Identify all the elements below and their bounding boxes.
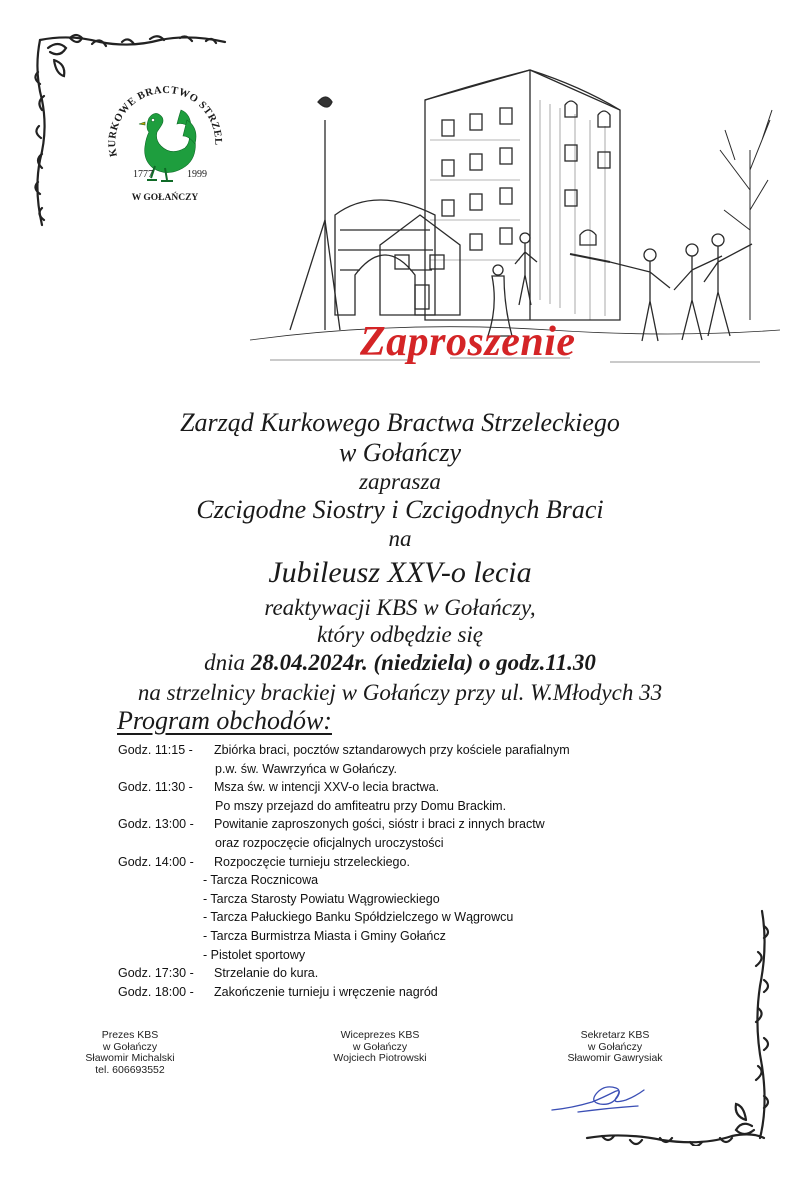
- invitation-line-na: na: [388, 526, 412, 551]
- schedule-sub-item: - Tarcza Starosty Powiatu Wągrowieckiego: [203, 891, 440, 906]
- schedule-time: Godz. 11:15 -: [118, 743, 193, 757]
- program-title: Program obchodów:: [117, 706, 332, 735]
- corner-ornament-bottom-right: [582, 906, 772, 1146]
- invitation-line-jubilee: Jubileusz XXV-o lecia: [268, 556, 532, 589]
- signature-block-vice-president: [305, 1030, 455, 1065]
- date-value: 28.04.2024r. (niedziela) o godz.11.30: [250, 650, 596, 675]
- invitation-line-place: na strzelnicy brackiej w Gołańczy przy ul. W.Młodych 33: [137, 680, 663, 705]
- schedule-time: Godz. 11:30 -: [118, 780, 193, 795]
- signature-place: w Gołańczy: [352, 1040, 408, 1053]
- signature-role: Sekretarz KBS: [580, 1029, 650, 1041]
- invitation-heading: Zaproszenie: [360, 319, 576, 365]
- signature-role: Prezes KBS: [101, 1029, 159, 1041]
- signature-name: Wojciech Piotrowski: [333, 1052, 427, 1064]
- invitation-line-date: [0, 648, 800, 678]
- schedule-sub-item: - Tarcza Burmistrza Miasta i Gminy Gołańcz: [203, 928, 446, 943]
- schedule-row: [118, 741, 718, 760]
- invitation-line-town: w Gołańczy: [338, 438, 462, 467]
- signature-name: Sławomir Gawrysiak: [567, 1052, 663, 1064]
- schedule-text: Strzelanie do kura.: [214, 966, 319, 981]
- schedule-time: Godz. 18:00 -: [118, 984, 194, 999]
- schedule-text: Powitanie zaproszonych gości, sióstr i braci z innych bractw: [214, 817, 545, 832]
- kbs-logo: [95, 78, 235, 218]
- invitation-line-invites: zaprasza: [359, 469, 441, 494]
- logo-year-left: 1777: [133, 169, 153, 180]
- schedule-row: [118, 778, 718, 797]
- schedule-time: Godz. 14:00 -: [118, 854, 194, 869]
- schedule-continuation: p.w. św. Wawrzyńca w Gołańczy.: [215, 761, 397, 776]
- logo-year-right: 1999: [187, 169, 207, 180]
- invitation-text: [0, 408, 800, 708]
- logo-place: W GOŁAŃCZY: [131, 193, 199, 203]
- signature-name: Sławomir Michalski: [85, 1052, 175, 1064]
- signature-block-president: [60, 1030, 200, 1076]
- signature-phone: tel. 606693552: [95, 1063, 165, 1076]
- invitation-line-will-take-place: który odbędzie się: [316, 622, 484, 647]
- schedule-continuation: oraz rozpoczęcie oficjalnych uroczystości: [215, 835, 444, 850]
- schedule-continuation: Po mszy przejazd do amfiteatru przy Domu Brackim.: [215, 798, 507, 813]
- date-prefix: dnia: [204, 650, 246, 675]
- schedule-row: [118, 853, 718, 872]
- schedule-text: Rozpoczęcie turnieju strzeleckiego.: [214, 854, 410, 869]
- invitation-line-addressees: Czcigodne Siostry i Czcigodnych Braci: [196, 495, 604, 524]
- signature-place: w Gołańczy: [102, 1040, 158, 1053]
- logo-ring-text: KURKOWE BRACTWO STRZEL: [107, 84, 224, 158]
- schedule-sub-item: - Pistolet sportowy: [203, 947, 306, 962]
- schedule-text: Zakończenie turnieju i wręczenie nagród: [214, 984, 438, 999]
- schedule-text: Msza św. w intencji XXV-o lecia bractwa.: [214, 780, 440, 795]
- schedule-sub-item: - Tarcza Pałuckiego Banku Spółdzielczego w Wągrowcu: [203, 910, 514, 925]
- schedule-time: Godz. 13:00 -: [118, 817, 194, 832]
- invitation-line-organizer: Zarząd Kurkowego Bractwa Strzeleckiego: [180, 408, 620, 437]
- schedule-sub-item: - Tarcza Rocznicowa: [203, 873, 319, 888]
- invitation-line-reactivation: reaktywacji KBS w Gołańczy,: [264, 595, 536, 620]
- signature-place: w Gołańczy: [587, 1040, 643, 1053]
- signature-role: Wiceprezes KBS: [340, 1029, 420, 1041]
- schedule-row: [118, 815, 718, 834]
- schedule-text: Zbiórka braci, pocztów sztandarowych przy kościele parafialnym: [214, 743, 570, 757]
- schedule-time: Godz. 17:30 -: [118, 966, 194, 981]
